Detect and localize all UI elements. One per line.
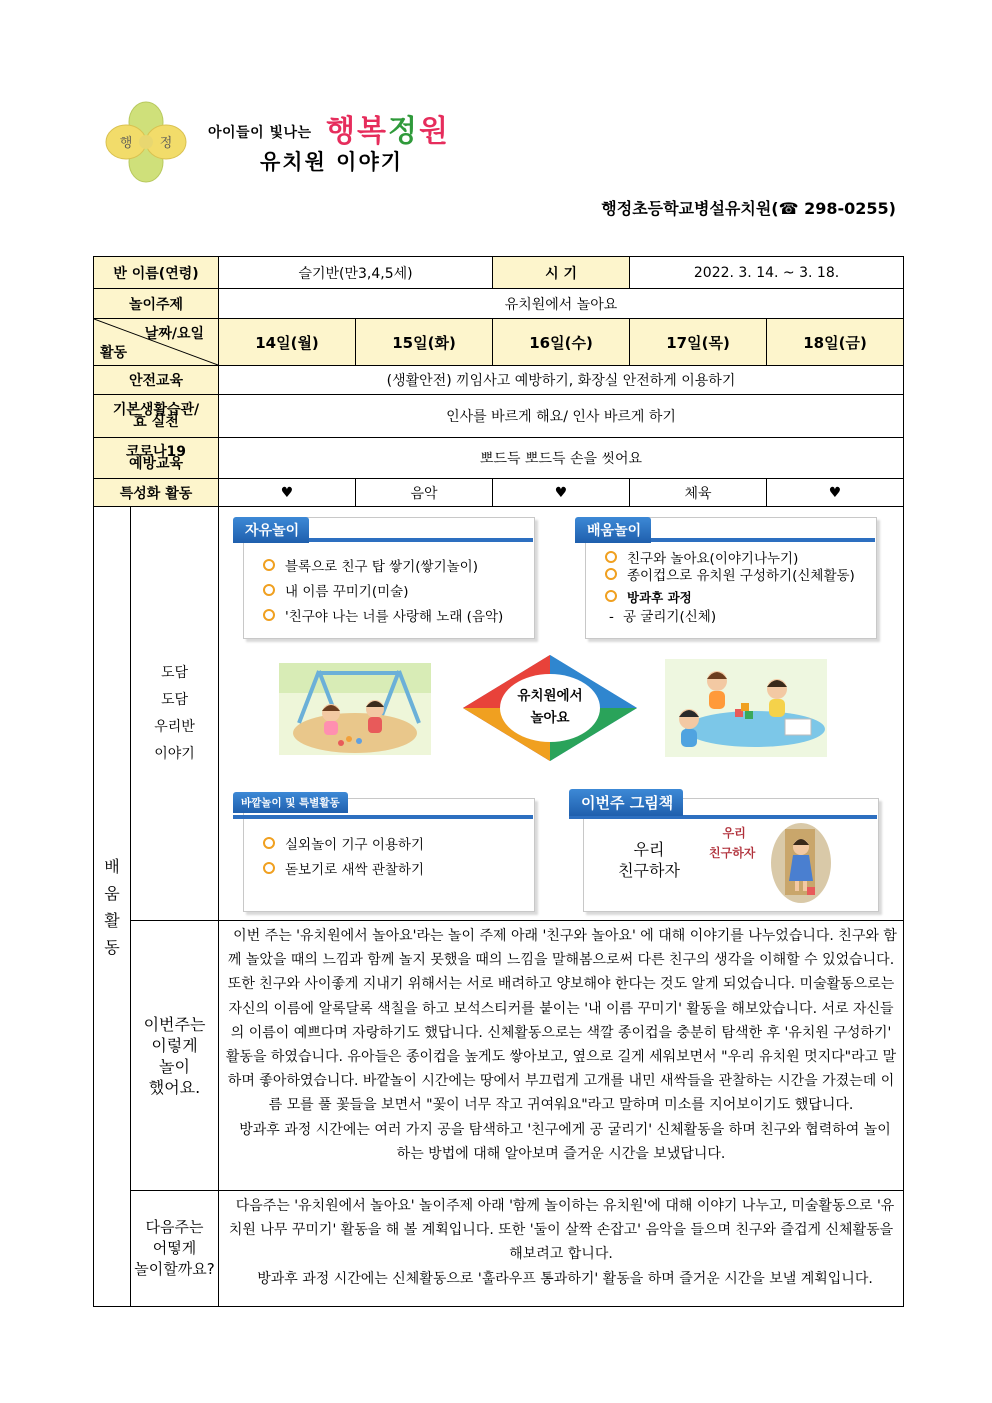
special-thu: 체육 (630, 479, 767, 507)
bullet-icon (263, 584, 275, 596)
habit-value: 인사를 바르게 해요/ 인사 바르게 하기 (219, 395, 904, 438)
next-week-label: 다음주는 어떻게 놀이할까요? (131, 1191, 219, 1307)
this-week-label: 이번주는 이렇게 놀이 했어요. (131, 921, 219, 1191)
weekly-plan-table (93, 256, 904, 1307)
period-label: 시 기 (493, 257, 630, 289)
list-item: - 공 굴리기(신체) (609, 609, 717, 625)
period-value: 2022. 3. 14. ~ 3. 18. (630, 257, 904, 289)
center-label-1: 유치원에서 (517, 688, 583, 704)
bullet-icon (605, 568, 617, 580)
day-header-cell (94, 319, 219, 366)
special-tue: 음악 (356, 479, 493, 507)
school-name: 행정초등학교병설유치원(☎ 298-0255) (601, 199, 896, 218)
day-mon: 14일(월) (219, 319, 356, 366)
class-value: 슬기반(만3,4,5세) (219, 257, 493, 289)
day-wed: 16일(수) (493, 319, 630, 366)
special-mon: ♥ (219, 479, 356, 507)
theme-label: 놀이주제 (94, 289, 219, 319)
free-play-list (263, 555, 503, 630)
bullet-icon (263, 862, 275, 874)
learning-section-label: 배 움 활 동 (94, 507, 131, 1307)
outdoor-list (263, 833, 424, 883)
brand-title: 행복정원 (326, 114, 450, 149)
activity-panel (219, 507, 904, 921)
day-header-top: 날짜/요일 (144, 326, 205, 342)
bullet-icon (263, 559, 275, 571)
next-week-text: 다음주는 '유치원에서 놀아요' 놀이주제 아래 '함께 놀이하는 유치원'에 대해 이야기 나누고, 미술활동으로 '유치원 나무 꾸미기' 활동을 해 볼 계획입니다. 또한 '둘이 살짝 손잡고' 음악을 들으며 친구와 즐겁게 신체활동을 해보려고 합니다. 방과후 과정 시간에는 신체활동으로 '훌라우프 통과하기' 활동을 하며 즐거운 시간을 보낼 계획입니다. (219, 1191, 904, 1307)
special-label: 특성화 활동 (94, 479, 219, 507)
habit-label: 기본생활습관/ 효 실천 (94, 395, 219, 438)
class-label: 반 이름(연령) (94, 257, 219, 289)
kindergarten-logo (104, 100, 188, 184)
slogan: 아이들이 빛나는 (208, 125, 312, 141)
bullet-icon (263, 609, 275, 621)
svg-text:행: 행 (119, 136, 133, 151)
special-wed: ♥ (493, 479, 630, 507)
list-item: 내 이름 꾸미기(미술) (263, 580, 503, 605)
safety-value: (생활안전) 끼임사고 예방하기, 화장실 안전하게 이용하기 (219, 366, 904, 395)
corona-value: 뽀드득 뽀드득 손을 씻어요 (219, 438, 904, 479)
corona-label: 코로나19 예방교육 (94, 438, 219, 479)
list-item: 돋보기로 새싹 관찰하기 (263, 858, 424, 883)
learning-play-title: 배움놀이 (575, 517, 651, 543)
theme-value: 유치원에서 놀아요 (219, 289, 904, 319)
day-fri: 18일(금) (767, 319, 904, 366)
bullet-icon (605, 590, 617, 602)
picture-book-name: 우리 친구하자 (618, 840, 680, 880)
list-item: 친구와 놀아요(이야기나누기) (605, 551, 855, 568)
bullet-icon (605, 551, 617, 563)
safety-label: 안전교육 (94, 366, 219, 395)
picture-book-title: 이번주 그림책 (569, 789, 683, 816)
day-thu: 17일(목) (630, 319, 767, 366)
list-item: 종이컵으로 유치원 구성하기(신체활동) (605, 568, 855, 585)
list-item: 실외놀이 기구 이용하기 (263, 833, 424, 858)
story-label: 도담 도담 우리반 이야기 (131, 507, 219, 921)
list-item: 방과후 과정 (605, 589, 855, 606)
center-label-2: 놀아요 (530, 710, 570, 726)
free-play-title: 자유놀이 (233, 517, 309, 543)
learning-play-list (605, 551, 855, 626)
picture-book-cover: 우리 친구하자 (709, 823, 833, 903)
children-table-illustration (665, 659, 827, 757)
day-header-bottom: 활동 (100, 345, 128, 361)
svg-text:정: 정 (159, 136, 173, 151)
children-playing-illustration (279, 663, 431, 755)
bullet-icon (263, 837, 275, 849)
list-item: '친구야 나는 너를 사랑해 노래 (음악) (263, 605, 503, 630)
special-fri: ♥ (767, 479, 904, 507)
theme-diamond-graphic (463, 655, 637, 761)
outdoor-title: 바깥놀이 및 특별활동 (233, 792, 348, 813)
list-item: 블록으로 친구 탑 쌓기(쌓기놀이) (263, 555, 503, 580)
page-subtitle: 유치원 이야기 (260, 150, 404, 174)
this-week-text: 이번 주는 '유치원에서 놀아요'라는 놀이 주제 아래 '친구와 놀아요' 에 대해 이야기를 나누었습니다. 친구와 함께 놀았을 때의 느낌과 함께 놀지 못했을 때의 느낌을 말해봄으로써 다른 친구의 생각을 이해할 수 있었습니다. 또한 친구와 사이좋게 지내기 위해서는 서로 배려하고 양보해야 한다는 것도 알게 되었습니다. 미술활동으로는 자신의 이름에 알록달록 색칠을 하고 보석스티커를 붙이는 '내 이름 꾸미기' 활동을 해보았습니다. 서로 자신들의 이름이 예쁘다며 자랑하기도 했답니다. 신체활동으로는 색깔 종이컵을 충분히 탐색한 후 '유치원 구성하기' 활동을 하였습니다. 유아들은 종이컵을 높게도 쌓아보고, 옆으로 길게 세워보면서 "우리 유치원 멋지다"라고 말하며 좋아하였습니다. 바깥놀이 시간에는 땅에서 부끄럽게 고개를 내민 새싹들을 관찰하는 시간을 가졌는데 이름 모를 풀 꽃들을 보면서 "꽃이 너무 작고 귀여워요"라고 말하며 미소를 지어보이기도 했답니다. 방과후 과정 시간에는 여러 가지 공을 탐색하고 '친구에게 공 굴리기' 신체활동을 하며 친구와 협력하여 놀이하는 방법에 대해 알아보며 즐거운 시간을 보냈답니다. (219, 921, 904, 1191)
day-tue: 15일(화) (356, 319, 493, 366)
